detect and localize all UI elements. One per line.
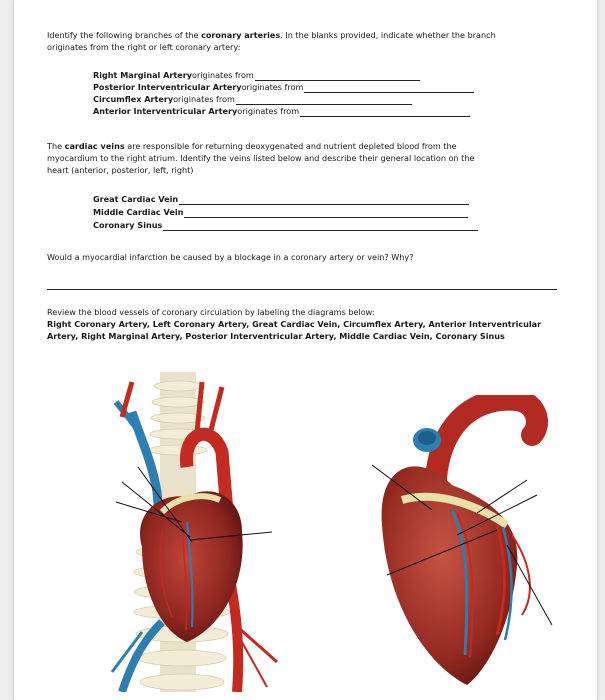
item-text: originates from [173, 94, 235, 104]
cardiac-veins-intro [47, 140, 457, 153]
item-text: originates from [241, 82, 304, 92]
diagram-terms-line1: Right Coronary Artery, Left Coronary Artery, Great Cardiac Vein, Circumflex Artery, Anterior Interventricular [47, 319, 542, 329]
answer-line[interactable] [47, 289, 557, 290]
worksheet-page [13, 0, 598, 700]
question-posterior-interventricular [93, 81, 474, 93]
diagram-terms-line2: Artery, Right Marginal Artery, Posterior Interventricular Artery, Middle Cardiac Vein, Coronary Sinus [47, 331, 505, 341]
question-middle-cardiac-vein [93, 206, 468, 218]
cardiac-veins-intro-line2: myocardium to the right atrium. Identify the veins listed below and describe their general location on the [47, 153, 475, 163]
answer-blank[interactable] [304, 85, 474, 93]
item-label: Middle Cardiac Vein [93, 207, 184, 217]
item-label: Right Marginal Artery [93, 70, 193, 80]
item-label: Posterior Interventricular Artery [93, 82, 242, 92]
coronary-arteries-intro [47, 29, 496, 42]
posterior-heart-illustration [357, 395, 557, 687]
intro-bold-term: coronary arteries [201, 30, 281, 40]
item-label: Great Cardiac Vein [93, 194, 179, 204]
answer-blank[interactable] [163, 223, 478, 231]
item-label: Circumflex Artery [93, 94, 174, 104]
question-anterior-interventricular [93, 105, 470, 117]
question-coronary-sinus [93, 219, 478, 231]
answer-blank[interactable] [300, 109, 470, 117]
intro-text: Identify the following branches of the [47, 30, 202, 40]
coronary-arteries-intro-line2: originates from the right or left coronary artery: [47, 42, 241, 52]
intro-text-rest: are responsible for returning deoxygenated and nutrient depleted blood from the [124, 141, 457, 151]
intro-bold-term: cardiac veins [64, 141, 125, 151]
answer-blank[interactable] [179, 197, 469, 205]
myocardial-infarction-question: Would a myocardial infarction be caused by a blockage in a coronary artery or vein? Why? [47, 252, 414, 262]
diagram-instructions: Review the blood vessels of coronary circulation by labeling the diagrams below: [47, 307, 375, 317]
anterior-heart-illustration [102, 372, 292, 692]
question-circumflex [93, 93, 412, 105]
answer-blank[interactable] [255, 73, 420, 81]
cardiac-veins-intro-line3: heart (anterior, posterior, left, right) [47, 165, 194, 175]
answer-blank[interactable] [184, 210, 468, 218]
heart-icon [382, 466, 530, 685]
question-right-marginal [93, 69, 420, 81]
item-text: originates from [192, 70, 254, 80]
item-label: Anterior Interventricular Artery [93, 106, 238, 116]
intro-text: The [47, 141, 65, 151]
item-label: Coronary Sinus [93, 220, 163, 230]
question-great-cardiac-vein [93, 193, 469, 205]
intro-text-rest: . In the blanks provided, indicate whether the branch [280, 30, 496, 40]
answer-blank[interactable] [236, 97, 412, 105]
item-text: originates from [237, 106, 300, 116]
